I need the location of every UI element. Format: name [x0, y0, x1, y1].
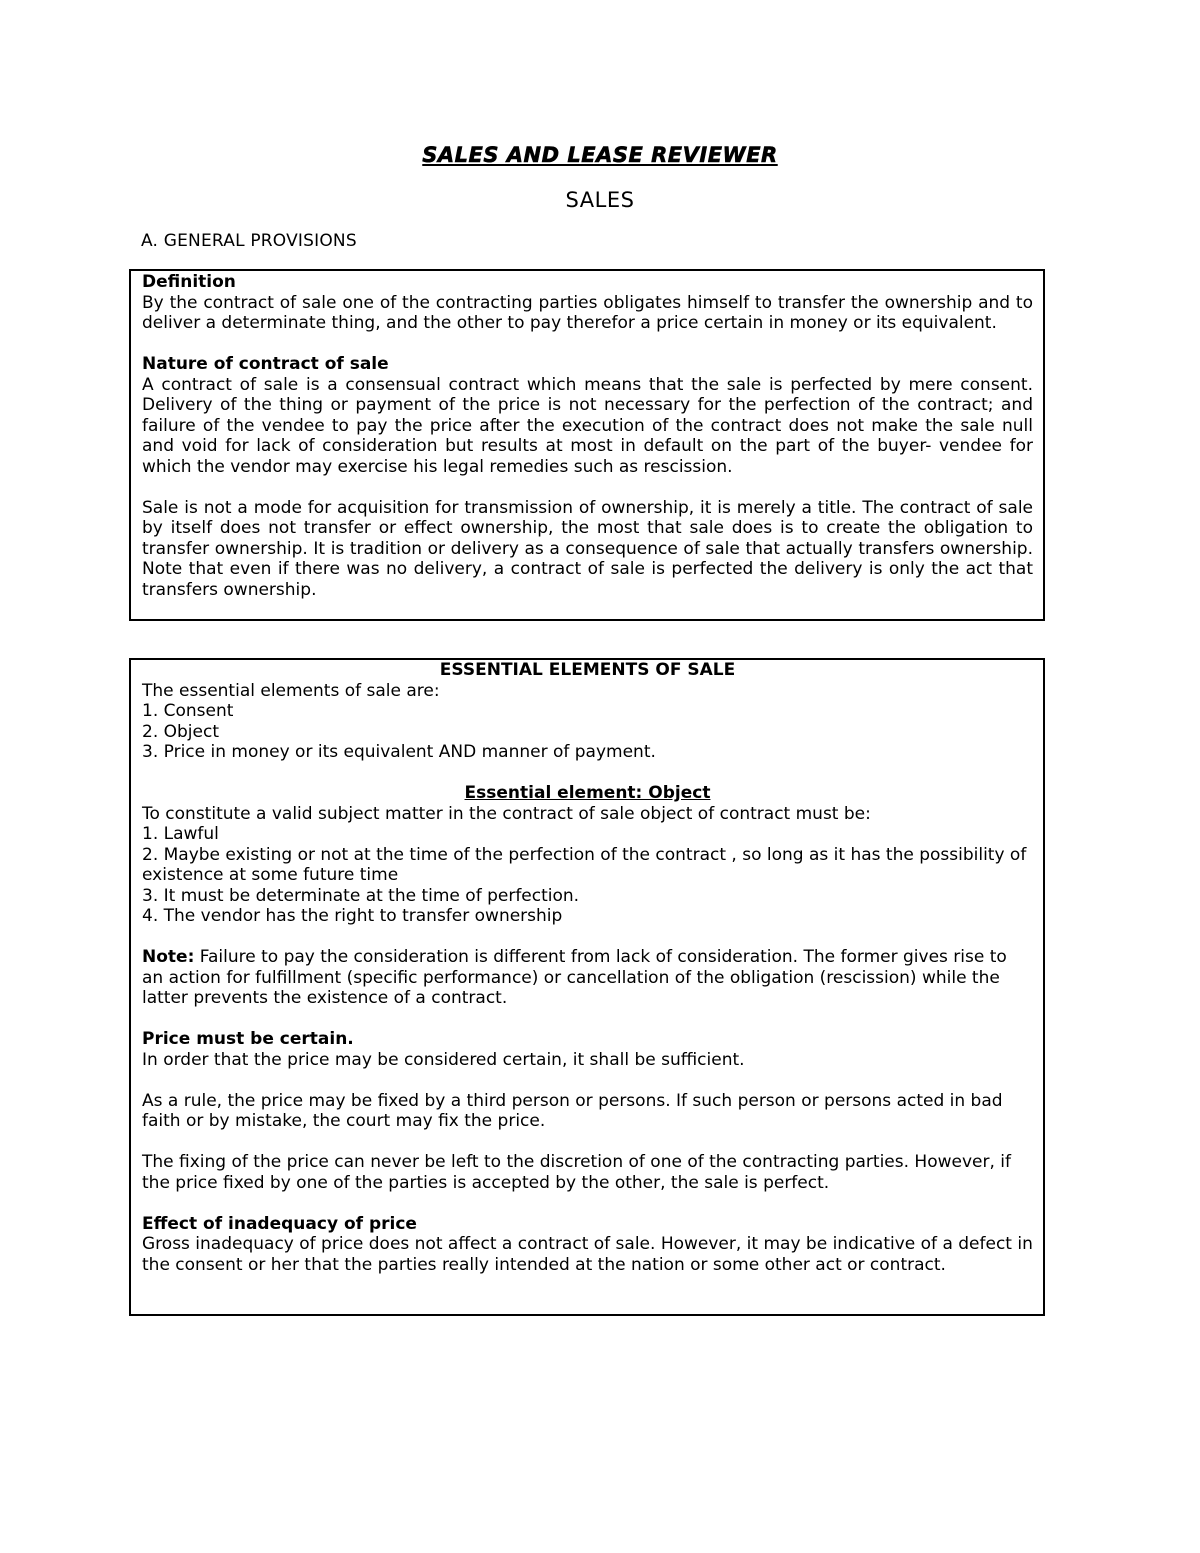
element-item: 2. Object: [142, 721, 219, 742]
price-text: In order that the price may be considered certain, it shall be sufficient.: [142, 1049, 745, 1070]
price-heading: Price must be certain.: [142, 1029, 354, 1049]
object-intro: To constitute a valid subject matter in the contract of sale object of contract must be:: [142, 803, 871, 824]
document-title: SALES AND LEASE REVIEWER: [422, 143, 778, 167]
element-item: 3. Price in money or its equivalent AND manner of payment.: [142, 742, 656, 762]
object-item: 2. Maybe existing or not at the time of the perfection of the contract , so long as it has the possibility of existence at some future time: [142, 844, 1027, 885]
general-provisions-box: [129, 269, 1045, 621]
inadequacy-heading: Effect of inadequacy of price: [142, 1213, 417, 1234]
section-heading: A. GENERAL PROVISIONS: [141, 231, 357, 251]
note-text: Failure to pay the consideration is different from lack of consideration. The former gives rise to an action for fulfillment (specific performance) or cancellation of the obligation (rescission) while the latter prevents the existence of a contract.: [142, 947, 1007, 1008]
third-person-text: As a rule, the price may be fixed by a third person or persons. If such person or persons acted in bad faith or by mistake, the court may fix the price.: [142, 1090, 1003, 1131]
fixing-price-text: The fixing of the price can never be left to the discretion of one of the contracting parties. However, if the price fixed by one of the parties is accepted by the other, the sale is perfect.: [142, 1152, 1012, 1193]
mode-of-acquisition-text: Sale is not a mode for acquisition for transmission of ownership, it is merely a title. The contract of sale by itself does not transfer or effect ownership, the most that sale does is to create the obligation to transfer ownership. It is tradition or delivery as a consequence of sale that actually transfers ownership. Note that even if there was no delivery, a contract of sale is perfected the delivery is only the act that transfers ownership.: [142, 497, 1033, 600]
object-heading: Essential element: Object: [464, 783, 711, 803]
element-item: 1. Consent: [142, 701, 234, 721]
note-label: Note:: [142, 947, 195, 967]
essential-elements-heading: ESSENTIAL ELEMENTS OF SALE: [439, 660, 736, 680]
definition-heading: Definition: [142, 272, 236, 292]
document-subtitle: SALES: [565, 188, 635, 212]
definition-text: By the contract of sale one of the contracting parties obligates himself to transfer the ownership and to deliver a determinate thing, and the other to pay therefor a price certain in money or its equivalent.: [142, 292, 1033, 333]
object-item: 1. Lawful: [142, 824, 219, 844]
essential-elements-box: [129, 658, 1045, 1316]
note-paragraph: [142, 947, 1033, 1009]
nature-heading: Nature of contract of sale: [142, 354, 389, 374]
inadequacy-text: Gross inadequacy of price does not affect a contract of sale. However, it may be indicative of a defect in the consent or her that the parties really intended at the nation or some other act or contract.: [142, 1234, 1033, 1275]
object-item: 4. The vendor has the right to transfer ownership: [142, 906, 563, 926]
object-item: 3. It must be determinate at the time of perfection.: [142, 885, 580, 906]
nature-text: A contract of sale is a consensual contract which means that the sale is perfected by mere consent. Delivery of the thing or payment of the price is not necessary for the perfection of the contract; and failure of the vendee to pay the price after the execution of the contract does not make the sale null and void for lack of consideration but results at most in default on the part of the buyer- vendee for which the vendor may exercise his legal remedies such as rescission.: [142, 374, 1033, 477]
essential-elements-intro: The essential elements of sale are:: [142, 680, 440, 701]
